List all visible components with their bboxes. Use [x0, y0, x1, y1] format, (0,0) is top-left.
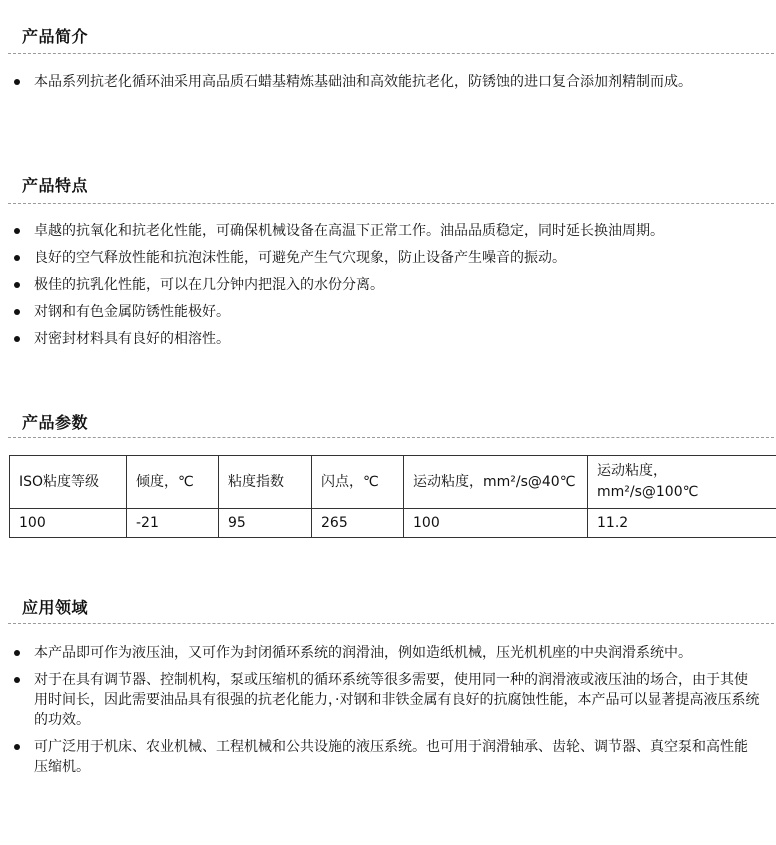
list-item-text: 对钢和有色金属防锈性能极好。 — [34, 304, 230, 320]
table-header-cell: 运动粘度，mm²/s@100℃ — [588, 456, 776, 509]
list-item-text: 本产品即可作为液压油，又可作为封闭循环系统的润滑油，例如造纸机械，压光机机座的中央润滑系统中。 — [34, 645, 692, 661]
table-header-cell: 运动粘度，mm²/s@40℃ — [404, 456, 588, 509]
list-item-text: 本品系列抗老化循环油采用高品质石蜡基精炼基础油和高效能抗老化，防锈蚀的进口复合添加剂精制而成。 — [34, 74, 692, 90]
table-header-cell: 倾度，℃ — [127, 456, 219, 509]
features-heading: 产品特点 — [22, 176, 89, 195]
bullet-icon — [14, 282, 20, 288]
bullet-icon — [14, 79, 20, 85]
list-item — [0, 302, 776, 322]
list-item-text: 对密封材料具有良好的相溶性。 — [34, 331, 230, 347]
applications-divider — [8, 623, 774, 624]
table-cell: 265 — [312, 509, 404, 538]
list-item — [0, 248, 776, 268]
list-item-text: 良好的空气释放性能和抗泡沫性能，可避免产生气穴现象，防止设备产生噪音的振动。 — [34, 250, 566, 266]
bullet-icon — [14, 744, 20, 750]
table-header-row — [10, 456, 776, 509]
bullet-icon — [14, 228, 20, 234]
list-item — [0, 329, 776, 349]
list-item — [0, 275, 776, 295]
list-item — [0, 221, 776, 241]
list-item-text: 卓越的抗氧化和抗老化性能，可确保机械设备在高温下正常工作。油品品质稳定，同时延长换油周期。 — [34, 223, 664, 239]
table-row — [10, 509, 776, 538]
features-divider — [8, 203, 774, 204]
features-list — [0, 221, 776, 356]
table-cell: 100 — [404, 509, 588, 538]
applications-heading: 应用领域 — [22, 598, 89, 617]
bullet-icon — [14, 650, 20, 656]
table-cell: 100 — [10, 509, 127, 538]
table-cell: -21 — [127, 509, 219, 538]
intro-divider — [8, 53, 774, 54]
table-cell: 95 — [219, 509, 312, 538]
list-item-text: 可广泛用于机床、农业机械、工程机械和公共设施的液压系统。也可用于润滑轴承、齿轮、调节器、真空泵和高性能压缩机。 — [34, 739, 748, 775]
bullet-icon — [14, 336, 20, 342]
bullet-icon — [14, 309, 20, 315]
intro-list — [0, 72, 776, 99]
list-item — [0, 643, 776, 663]
params-table — [9, 455, 776, 538]
params-divider — [8, 437, 774, 438]
list-item-text: 对于在具有调节器、控制机构，泵或压缩机的循环系统等很多需要，使用同一种的润滑液或液压油的场合，由于其使用时间长，因此需要油品具有很强的抗老化能力，·对钢和非铁金属有良好的抗腐蚀性能，本产品可以显著提高液压系统的功效。 — [34, 672, 760, 728]
table-header-cell: ISO粘度等级 — [10, 456, 127, 509]
intro-heading: 产品简介 — [22, 27, 89, 46]
table-header-cell: 粘度指数 — [219, 456, 312, 509]
list-item-text: 极佳的抗乳化性能，可以在几分钟内把混入的水份分离。 — [34, 277, 384, 293]
bullet-icon — [14, 677, 20, 683]
table-header-cell: 闪点，℃ — [312, 456, 404, 509]
table-cell: 11.2 — [588, 509, 776, 538]
bullet-icon — [14, 255, 20, 261]
list-item — [0, 670, 776, 730]
params-heading: 产品参数 — [22, 413, 89, 432]
list-item — [0, 737, 776, 777]
list-item — [0, 72, 776, 92]
applications-list — [0, 643, 776, 784]
